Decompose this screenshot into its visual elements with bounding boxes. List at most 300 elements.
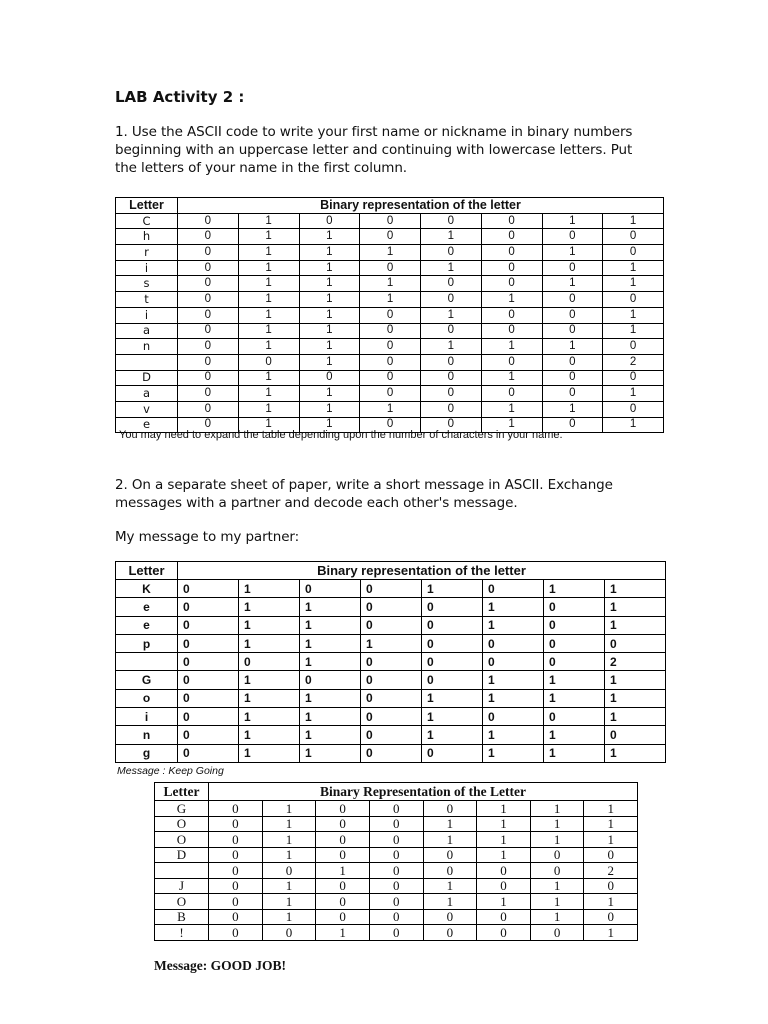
bit-cell: 1 [238, 260, 299, 276]
table-row [116, 339, 664, 355]
bit-cell: 0 [178, 726, 239, 744]
table-row [155, 801, 638, 817]
bit-cell: 0 [603, 370, 664, 386]
bit-cell: 0 [544, 708, 605, 726]
bit-cell: 0 [421, 323, 482, 339]
bit-cell: 0 [542, 370, 603, 386]
decoded-message: Message: GOOD JOB! [154, 958, 286, 973]
bit-cell: 1 [530, 816, 584, 832]
table-row [116, 598, 666, 616]
letter-cell: O [155, 894, 209, 910]
letter-header: Letter [116, 198, 178, 214]
bit-cell: 0 [360, 229, 421, 245]
bit-cell: 0 [178, 386, 239, 402]
bit-cell: 0 [361, 616, 422, 634]
bit-cell: 1 [300, 726, 361, 744]
bit-cell: 1 [483, 616, 544, 634]
bit-cell: 1 [238, 245, 299, 261]
bit-cell: 1 [262, 847, 316, 863]
bit-cell: 0 [423, 863, 477, 879]
bit-cell: 0 [361, 653, 422, 671]
bit-cell: 0 [178, 370, 239, 386]
bit-cell: 1 [483, 689, 544, 707]
table-note: You may need to expand the table depending upon the number of characters in your name. [119, 429, 563, 441]
bit-cell: 0 [360, 213, 421, 229]
letter-cell: v [116, 401, 178, 417]
bit-cell: 0 [178, 744, 239, 762]
bit-cell: 1 [299, 417, 360, 433]
bit-cell: 0 [530, 847, 584, 863]
bit-cell: 1 [544, 671, 605, 689]
bit-cell: 1 [360, 276, 421, 292]
bit-cell: 0 [262, 863, 316, 879]
letter-cell: B [155, 909, 209, 925]
bit-cell: 1 [421, 229, 482, 245]
table-row [116, 744, 666, 762]
bit-cell: 0 [178, 354, 239, 370]
bit-cell: 0 [361, 744, 422, 762]
table-row [116, 354, 664, 370]
bit-cell: 1 [605, 708, 666, 726]
letter-cell: s [116, 276, 178, 292]
letter-cell: p [116, 634, 178, 652]
table-row [155, 832, 638, 848]
bit-cell: 1 [300, 616, 361, 634]
bit-cell: 1 [530, 878, 584, 894]
bit-cell: 1 [238, 401, 299, 417]
table-row [155, 894, 638, 910]
bit-cell: 0 [316, 816, 370, 832]
bit-cell: 1 [239, 580, 300, 598]
bit-cell: 1 [530, 832, 584, 848]
bit-cell: 1 [584, 801, 638, 817]
bit-cell: 0 [299, 370, 360, 386]
bit-cell: 0 [178, 323, 239, 339]
bit-cell: 0 [584, 847, 638, 863]
letter-cell: K [116, 580, 178, 598]
bit-cell: 1 [238, 323, 299, 339]
bit-cell: 0 [369, 832, 423, 848]
bit-cell: 1 [239, 616, 300, 634]
bit-cell: 0 [530, 863, 584, 879]
table-row [116, 229, 664, 245]
bit-cell: 1 [477, 894, 531, 910]
bit-cell: 1 [605, 744, 666, 762]
bit-cell: 0 [360, 417, 421, 433]
table-row [116, 401, 664, 417]
bit-cell: 0 [421, 417, 482, 433]
bit-cell: 1 [605, 580, 666, 598]
letter-cell: G [155, 801, 209, 817]
bit-cell: 0 [209, 863, 263, 879]
table-row [155, 816, 638, 832]
table-row [116, 708, 666, 726]
letter-cell: G [116, 671, 178, 689]
bit-cell: 0 [361, 689, 422, 707]
table-row [116, 276, 664, 292]
bit-cell: 0 [360, 323, 421, 339]
bit-cell: 0 [209, 832, 263, 848]
table-row [155, 863, 638, 879]
bit-cell: 0 [300, 580, 361, 598]
bit-cell: 0 [361, 598, 422, 616]
bit-cell: 1 [262, 878, 316, 894]
bit-cell: 1 [239, 598, 300, 616]
bit-cell: 0 [421, 292, 482, 308]
bit-cell: 1 [360, 401, 421, 417]
bit-cell: 0 [369, 878, 423, 894]
bit-cell: 1 [300, 708, 361, 726]
letter-cell: i [116, 260, 178, 276]
bit-cell: 0 [360, 260, 421, 276]
bit-cell: 0 [369, 894, 423, 910]
bit-cell: 1 [530, 909, 584, 925]
bit-cell: 0 [421, 245, 482, 261]
bit-cell: 1 [238, 292, 299, 308]
bit-cell: 0 [361, 580, 422, 598]
bit-cell: 0 [544, 598, 605, 616]
letter-cell: J [155, 878, 209, 894]
bit-cell: 1 [300, 653, 361, 671]
bit-cell: 1 [262, 909, 316, 925]
bit-cell: 1 [299, 323, 360, 339]
bit-cell: 0 [481, 307, 542, 323]
bit-cell: 2 [603, 354, 664, 370]
bit-cell: 0 [422, 634, 483, 652]
bit-cell: 1 [542, 339, 603, 355]
bit-cell: 0 [421, 276, 482, 292]
page-title: LAB Activity 2 : [115, 88, 245, 106]
bit-cell: 0 [178, 671, 239, 689]
bit-cell: 0 [542, 307, 603, 323]
bit-cell: 0 [369, 925, 423, 941]
bit-cell: 0 [542, 229, 603, 245]
bit-cell: 1 [544, 744, 605, 762]
bit-cell: 1 [360, 245, 421, 261]
bit-cell: 0 [178, 339, 239, 355]
bit-cell: 1 [483, 744, 544, 762]
bit-cell: 0 [544, 653, 605, 671]
bit-cell: 1 [299, 354, 360, 370]
bit-cell: 0 [483, 580, 544, 598]
letter-cell [116, 354, 178, 370]
bit-cell: 1 [423, 816, 477, 832]
bit-cell: 1 [238, 370, 299, 386]
bit-cell: 0 [477, 909, 531, 925]
letter-header: Letter [116, 562, 178, 580]
bit-cell: 0 [178, 229, 239, 245]
bit-cell: 0 [483, 708, 544, 726]
bit-cell: 0 [477, 863, 531, 879]
bit-cell: 1 [605, 689, 666, 707]
bit-cell: 1 [584, 816, 638, 832]
bit-cell: 0 [422, 598, 483, 616]
letter-cell: o [116, 689, 178, 707]
bit-cell: 0 [361, 726, 422, 744]
bit-cell: 1 [544, 726, 605, 744]
bit-cell: 1 [300, 744, 361, 762]
table-row [116, 726, 666, 744]
bit-cell: 0 [421, 401, 482, 417]
bit-cell: 1 [300, 598, 361, 616]
bit-cell: 0 [316, 832, 370, 848]
bit-cell: 1 [299, 339, 360, 355]
bit-cell: 1 [299, 292, 360, 308]
letter-cell: e [116, 598, 178, 616]
bit-cell: 0 [422, 671, 483, 689]
table-row [116, 323, 664, 339]
bit-cell: 1 [262, 801, 316, 817]
bit-cell: 0 [605, 726, 666, 744]
bit-cell: 0 [369, 801, 423, 817]
bit-cell: 0 [209, 801, 263, 817]
letter-cell: r [116, 245, 178, 261]
bit-cell: 0 [360, 386, 421, 402]
message-binary-table [115, 561, 666, 763]
bit-cell: 1 [603, 417, 664, 433]
bit-cell: 1 [422, 708, 483, 726]
bit-cell: 0 [209, 925, 263, 941]
bit-cell: 0 [178, 417, 239, 433]
bit-cell: 0 [238, 354, 299, 370]
bit-cell: 1 [239, 744, 300, 762]
bit-cell: 0 [422, 616, 483, 634]
bit-cell: 0 [603, 401, 664, 417]
bit-cell: 1 [360, 292, 421, 308]
bit-cell: 1 [300, 689, 361, 707]
bit-cell: 1 [605, 616, 666, 634]
bit-cell: 0 [542, 417, 603, 433]
bit-cell: 0 [544, 634, 605, 652]
bit-cell: 0 [178, 401, 239, 417]
bit-cell: 1 [584, 894, 638, 910]
bit-cell: 1 [603, 276, 664, 292]
bit-cell: 0 [300, 671, 361, 689]
bit-cell: 0 [178, 276, 239, 292]
bit-cell: 0 [178, 307, 239, 323]
bit-cell: 0 [209, 816, 263, 832]
bit-cell: 1 [584, 832, 638, 848]
bit-cell: 0 [422, 653, 483, 671]
bit-cell: 0 [542, 323, 603, 339]
bit-cell: 0 [299, 213, 360, 229]
bit-cell: 0 [360, 339, 421, 355]
bit-cell: 1 [481, 339, 542, 355]
letter-header: Letter [155, 783, 209, 801]
bit-cell: 0 [603, 245, 664, 261]
bit-cell: 0 [481, 276, 542, 292]
bit-cell: 0 [481, 386, 542, 402]
bit-cell: 0 [423, 925, 477, 941]
bit-cell: 1 [605, 598, 666, 616]
table-row [116, 213, 664, 229]
bit-cell: 0 [361, 708, 422, 726]
bit-cell: 1 [421, 339, 482, 355]
letter-cell: n [116, 726, 178, 744]
letter-cell: h [116, 229, 178, 245]
bit-cell: 1 [299, 307, 360, 323]
bit-cell: 0 [542, 386, 603, 402]
bit-cell: 1 [605, 671, 666, 689]
bit-cell: 0 [542, 292, 603, 308]
letter-cell: n [116, 339, 178, 355]
bit-cell: 1 [316, 863, 370, 879]
bit-cell: 0 [316, 847, 370, 863]
bit-cell: 1 [299, 401, 360, 417]
bit-cell: 1 [603, 260, 664, 276]
bit-cell: 1 [530, 801, 584, 817]
bit-cell: 0 [421, 213, 482, 229]
letter-cell: ! [155, 925, 209, 941]
bit-cell: 0 [178, 634, 239, 652]
bit-cell: 0 [178, 598, 239, 616]
table-row [116, 580, 666, 598]
bit-cell: 1 [483, 671, 544, 689]
bit-cell: 0 [178, 708, 239, 726]
table-row [116, 671, 666, 689]
bit-cell: 0 [481, 323, 542, 339]
bit-cell: 1 [477, 801, 531, 817]
bit-cell: 0 [360, 307, 421, 323]
bit-cell: 0 [584, 878, 638, 894]
bit-cell: 1 [481, 292, 542, 308]
bit-cell: 1 [422, 726, 483, 744]
bit-cell: 1 [422, 580, 483, 598]
bit-cell: 0 [584, 909, 638, 925]
table-row [116, 292, 664, 308]
table-row [116, 634, 666, 652]
bit-cell: 0 [369, 816, 423, 832]
bit-cell: 0 [481, 213, 542, 229]
bit-cell: 0 [209, 878, 263, 894]
bit-cell: 1 [477, 847, 531, 863]
bit-cell: 0 [316, 894, 370, 910]
bit-cell: 1 [239, 634, 300, 652]
bit-cell: 1 [542, 245, 603, 261]
bit-cell: 0 [361, 671, 422, 689]
letter-cell: O [155, 816, 209, 832]
bit-cell: 1 [477, 816, 531, 832]
bit-cell: 0 [421, 370, 482, 386]
bit-cell: 0 [530, 925, 584, 941]
question-2: 2. On a separate sheet of paper, write a short message in ASCII. Exchange messages with a partner and decode each other's message. [115, 477, 613, 511]
bit-cell: 1 [238, 417, 299, 433]
table-row [116, 307, 664, 323]
bit-cell: 0 [483, 634, 544, 652]
letter-cell: D [155, 847, 209, 863]
table-row [116, 689, 666, 707]
bit-cell: 0 [360, 370, 421, 386]
bit-cell: 0 [178, 616, 239, 634]
letter-cell [116, 653, 178, 671]
bit-cell: 0 [178, 260, 239, 276]
bit-cell: 0 [178, 580, 239, 598]
bit-cell: 0 [603, 339, 664, 355]
bit-cell: 0 [369, 847, 423, 863]
bit-cell: 1 [299, 245, 360, 261]
bit-cell: 1 [584, 925, 638, 941]
bit-cell: 0 [603, 229, 664, 245]
bit-cell: 0 [544, 616, 605, 634]
bit-cell: 0 [178, 653, 239, 671]
bit-cell: 0 [421, 354, 482, 370]
bit-cell: 0 [209, 909, 263, 925]
bit-cell: 1 [421, 307, 482, 323]
bit-cell: 1 [238, 339, 299, 355]
bit-cell: 1 [239, 726, 300, 744]
table-row [155, 878, 638, 894]
bit-cell: 0 [178, 245, 239, 261]
letter-cell: a [116, 323, 178, 339]
bit-cell: 1 [483, 598, 544, 616]
bit-cell: 0 [262, 925, 316, 941]
message-caption: Message : Keep Going [117, 765, 224, 777]
letter-cell: C [116, 213, 178, 229]
bit-cell: 1 [603, 323, 664, 339]
bit-cell: 0 [178, 292, 239, 308]
bit-cell: 1 [423, 878, 477, 894]
bit-cell: 1 [299, 386, 360, 402]
bit-cell: 0 [209, 847, 263, 863]
table-row [116, 653, 666, 671]
bit-cell: 1 [299, 229, 360, 245]
bit-cell: 1 [238, 276, 299, 292]
bit-cell: 0 [369, 909, 423, 925]
bit-cell: 0 [360, 354, 421, 370]
bit-cell: 1 [239, 671, 300, 689]
bit-cell: 1 [544, 580, 605, 598]
table-row [116, 245, 664, 261]
letter-cell: e [116, 417, 178, 433]
bit-cell: 1 [262, 816, 316, 832]
bit-cell: 0 [421, 386, 482, 402]
bit-cell: 1 [238, 386, 299, 402]
bit-cell: 1 [542, 401, 603, 417]
bit-cell: 1 [316, 925, 370, 941]
bit-cell: 0 [316, 909, 370, 925]
bit-cell: 0 [605, 634, 666, 652]
bit-cell: 1 [239, 689, 300, 707]
bit-cell: 1 [481, 417, 542, 433]
letter-cell: g [116, 744, 178, 762]
bit-cell: 2 [584, 863, 638, 879]
bit-cell: 1 [603, 386, 664, 402]
letter-cell: e [116, 616, 178, 634]
bit-cell: 1 [544, 689, 605, 707]
name-binary-table [115, 197, 664, 433]
table-row [155, 847, 638, 863]
question-1: 1. Use the ASCII code to write your first name or nickname in binary numbers beginning with an uppercase letter and continuing with lowercase letters. Put the letters of your name in the first column. [115, 124, 633, 176]
bit-cell: 1 [603, 213, 664, 229]
bit-cell: 1 [423, 894, 477, 910]
letter-cell: D [116, 370, 178, 386]
bit-cell: 0 [316, 801, 370, 817]
bit-cell: 2 [605, 653, 666, 671]
bit-cell: 0 [603, 292, 664, 308]
bit-cell: 1 [603, 307, 664, 323]
bit-cell: 1 [239, 708, 300, 726]
bit-cell: 1 [542, 213, 603, 229]
table-row [155, 909, 638, 925]
binary-header: Binary representation of the letter [178, 562, 666, 580]
letter-cell: i [116, 708, 178, 726]
bit-cell: 0 [423, 847, 477, 863]
table-row [116, 260, 664, 276]
bit-cell: 0 [481, 245, 542, 261]
binary-header: Binary representation of the letter [178, 198, 664, 214]
bit-cell: 0 [423, 801, 477, 817]
bit-cell: 0 [422, 744, 483, 762]
